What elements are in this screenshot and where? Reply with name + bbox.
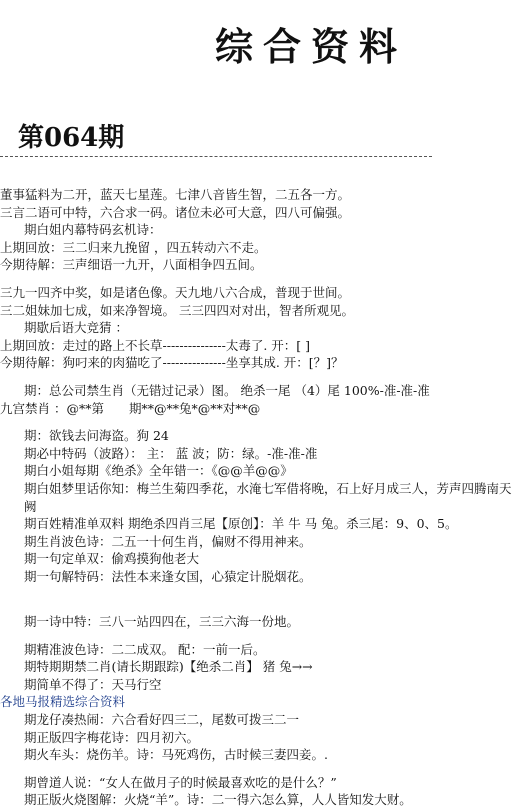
text-line: 上期回放：三二归来九挽留 ，四五转动六不走。 — [0, 239, 267, 255]
text-line: 三九一四齐中奖，如是诸色像。天九地八六合成，普现于世间。 — [0, 284, 351, 300]
text-line: 期正版四字梅花诗：四月初六。 — [24, 729, 200, 745]
text-line: 期曾道人说：“女人在做月子的时候最喜欢吃的是什么？” — [24, 774, 337, 790]
text-line: 期歇后语大竞猜 ： — [24, 320, 128, 336]
text-line: 三二姐妹加七成，如来净智境。 三三四四对对出，智者所观见。 — [0, 302, 354, 318]
text-line: 期特期期禁二肖(请长期跟踪)【绝杀二肖】 猪 兔→→ — [24, 659, 313, 675]
issue-number: 第064期 — [18, 123, 125, 153]
blank-spacer — [0, 274, 522, 284]
document-body — [0, 186, 522, 809]
blank-spacer — [0, 764, 522, 774]
text-line: 期火车头：烧伤羊。诗：马死鸡伤，古时候三妻四妾。. — [24, 747, 328, 763]
text-line: 三言二语可中特，六合求一码。诸位未必可大意，四八可偏强。 — [0, 204, 351, 220]
text-line: 各地马报精选综合资料 — [0, 694, 126, 710]
blank-spacer — [0, 372, 522, 382]
text-line: 期龙仔凑热闹：六合看好四三二，尾数可拨三二一 — [24, 712, 300, 728]
text-line: 上期回放：走过的路上不长草---------------太毒了. 开：[ ] — [0, 337, 311, 353]
text-line: 今期待解：狗叼来的肉猫吃了---------------坐享其成. 开：[？]？ — [0, 355, 344, 371]
text-line: 期白小姐每期《绝杀》全年错一：《@@羊@@》 — [24, 463, 293, 479]
dashed-divider — [0, 156, 432, 157]
text-line: 期正版火烧图解：火烧“羊”。诗：二一得六怎么算，人人皆知发大财。 — [24, 792, 412, 808]
text-line: 期生肖波色诗：二五一十何生肖，偏财不得用神来。 — [24, 533, 312, 549]
text-line: 期简单不得了：天马行空 — [24, 676, 162, 692]
text-line: 董事猛料为二开，蓝天七星莲。七津八音皆生智，二五各一方。 — [0, 187, 351, 202]
text-line: 期精准波色诗：二二成双。 配：一前一后。 — [24, 641, 266, 657]
text-line: 期一句解特码：法性本来逢女国，心猿定计脱烟花。 — [24, 568, 312, 584]
page-title: 综合资料 — [214, 24, 407, 69]
text-line: 期百姓精准单双料 期绝杀四肖三尾【原创】：羊 牛 马 兔。杀三尾：9、0、5。 — [24, 516, 458, 532]
text-line: 期：总公司禁生肖（无错过记录）图。 绝杀一尾 （4）尾 100%-准-准-准 — [24, 382, 430, 398]
text-line: 今期待解：三声细语一九开，八面相争四五间。 — [0, 257, 263, 273]
text-line: 期一诗中特：三八一站四四在，三三六海一份地。 — [24, 614, 300, 630]
blank-spacer — [0, 585, 522, 603]
blank-spacer — [0, 417, 522, 427]
text-line: 期必中特码（波路）： 主： 蓝 波；防：绿。-准-准-准 — [24, 445, 318, 461]
text-line: 期白姐内幕特码玄机诗： — [24, 222, 162, 238]
text-line: 九宫禁肖 ：@**第 期**@**兔*@**对**@ — [0, 400, 261, 416]
blank-spacer — [0, 603, 522, 613]
text-line: 期一句定单双：偷鸡摸狗他老大 — [24, 551, 200, 567]
text-line: 期：欲钱去问海盗。狗 24 — [24, 428, 169, 444]
text-line: 期白姐梦里话你知：梅兰生菊四季花，水淹七军借将晚，石上好月成三人，芳声四腾南天阙 — [24, 480, 512, 514]
blank-spacer — [0, 631, 522, 641]
